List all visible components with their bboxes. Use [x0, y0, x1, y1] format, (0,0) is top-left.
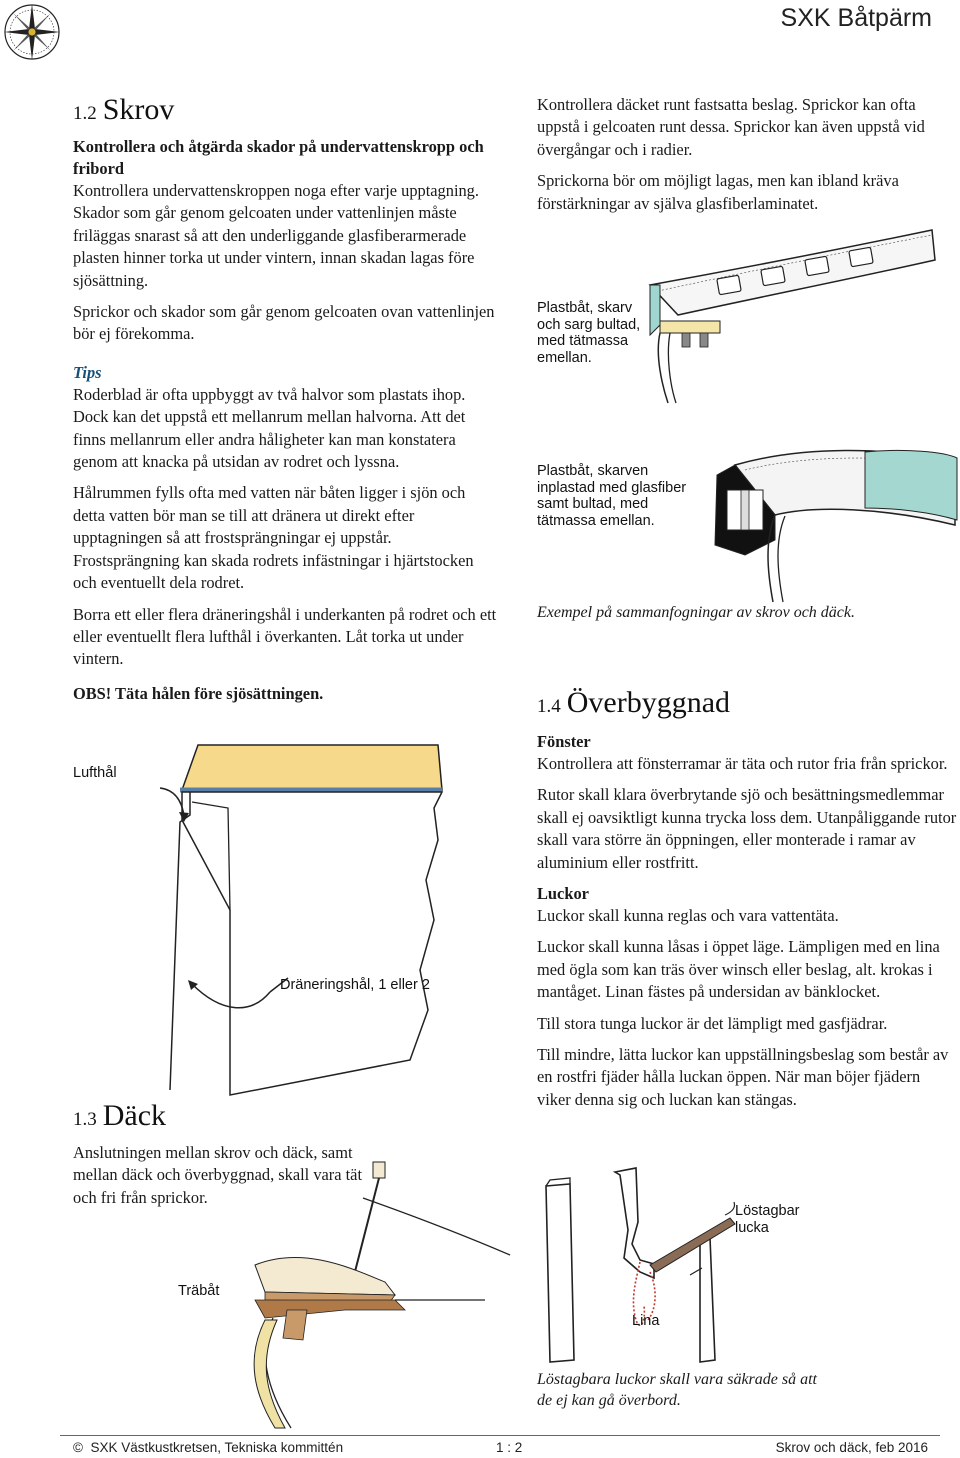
paragraph: Luckor skall kunna låsas i öppet läge. Lämpligen med en lina med ögla som kan träs över winsch eller beslag, alt. krokas i mantåget. Linan fästes på undersidan av bänklocket. [537, 937, 940, 1002]
wooden-boat-joint-illustration [245, 1160, 515, 1430]
copyright-symbol: © [73, 1440, 83, 1455]
section-heading-dack [73, 1098, 373, 1138]
footer-left [73, 1440, 343, 1455]
label-drain-hole: Dräneringshål, 1 eller 2 [280, 977, 430, 993]
header-title: SXK Båtpärm [780, 4, 932, 32]
left-column [73, 92, 498, 705]
label-wooden-boat: Träbåt [178, 1283, 220, 1299]
paragraph: Hålrummen fylls ofta med vatten när båten ligger i sjön och detta vatten bör man se till att dränera ut direkt efter upptagningen så att frostsprängningar ej uppstår. Frostsprängning kan skada rodrets infästningar i hjärtstocken och eventuellt dela rodret. [73, 483, 474, 593]
label-line: Lina [632, 1313, 660, 1329]
hull-deck-joint-bolted-illustration [640, 225, 940, 405]
overbyggnad-section [537, 685, 957, 1111]
paragraph: Till stora tunga luckor är det lämpligt med gasfjädrar. [537, 1013, 888, 1033]
section-number: 1.3 [73, 1109, 97, 1130]
label-air-hole: Lufthål [73, 765, 117, 781]
label-removable-hatch: Löstagbar lucka [735, 1203, 800, 1236]
paragraph: Luckor skall kunna reglas och vara vattentäta. [537, 906, 839, 926]
label-bolted-joint: Plastbåt, skarv och sarg bultad, med tätmassa emellan. [537, 300, 641, 366]
paragraph: Rutor skall klara överbrytande sjö och besättningsmedlemmar skall ej oavsiktligt kunna trycka loss dem. Utanpåliggande rutor skall vara större än öppningen, eller monterade i ramar av aluminium eller rostfritt. [537, 785, 957, 872]
footer-page-number: 1 : 2 [496, 1440, 523, 1455]
section-heading-overbyggnad [537, 685, 957, 725]
section-heading-skrov [73, 92, 498, 132]
footer-divider [60, 1435, 940, 1436]
paragraph: Roderblad är ofta uppbyggt av två halvor som plastats ihop. Dock kan det uppstå ett mellanrum mellan halvorna. Att det finns mellanrum eller andra håligheter kan man konstatera genom att knacka på utsidan av rodret och lyssna. [73, 384, 466, 472]
paragraph: Kontrollera undervattenskroppen noga efter varje upptagning. Skador som går genom gelcoaten under vattenlinjen måste friläggas snarast så att den underliggande glasfiberarmerade plasten hinner torka ut under vintern, innan skadan lagas före sjösättning. [73, 181, 479, 290]
joint-figure-caption: Exempel på sammanfogningar av skrov och däck. [537, 604, 855, 621]
label-laminated-joint: Plastbåt, skarven inplastad med glasfiber samt bultad, med tätmassa emellan. [537, 463, 687, 529]
obs-note: OBS! Täta hålen före sjösättningen. [73, 683, 324, 703]
section-title: Överbyggnad [566, 686, 731, 719]
paragraph: Kontrollera att fönsterramar är täta och rutor fria från sprickor. [537, 754, 948, 773]
compass-rose-logo [2, 2, 62, 62]
subheading-windows: Fönster [537, 732, 591, 751]
page-header [0, 0, 960, 40]
subheading-damage: Kontrollera och åtgärda skador på undervattenskropp och fribord [73, 137, 484, 178]
paragraph: Sprickor och skador som går genom gelcoaten ovan vattenlinjen bör ej förekomma. [73, 302, 495, 344]
hull-deck-joint-laminated-illustration [705, 430, 960, 605]
paragraph: Kontrollera däcket runt fastsatta beslag. Sprickor kan ofta uppstå i gelcoaten runt dessa. Sprickor kan även uppstå vid övergångar och i radier. [537, 95, 925, 159]
section-number: 1.4 [537, 696, 561, 717]
right-column-top [537, 94, 957, 215]
rudder-drainage-illustration [120, 740, 460, 1100]
section-title: Däck [102, 1099, 167, 1132]
footer-organization: SXK Västkustkretsen, Tekniska kommittén [90, 1440, 344, 1455]
hatch-figure-caption: Löstagbara luckor skall vara säkrade så att de ej kan gå överbord. [537, 1371, 817, 1409]
paragraph: Borra ett eller flera dräneringshål i underkanten på rodret och ett eller eventuellt flera lufthål i överkanten. Låt torka ut under vintern. [73, 604, 497, 669]
subheading-hatches: Luckor [537, 884, 589, 904]
removable-hatch-illustration [540, 1160, 920, 1370]
paragraph: Anslutningen mellan skrov och däck, samt mellan däck och överbyggnad, skall vara tät och fri från sprickor. [73, 1143, 363, 1207]
section-title: Skrov [102, 93, 175, 126]
paragraph: Sprickorna bör om möjligt lagas, men kan ibland kräva förstärkningar av själva glasfiberlaminatet. [537, 171, 899, 213]
section-number: 1.2 [73, 103, 97, 124]
footer-document-info: Skrov och däck, feb 2016 [775, 1440, 928, 1455]
paragraph: Till mindre, lätta luckor kan uppställningsbeslag som består av en rostfri fjäder hålla luckan öppen. När man böjer fjädern viker denna sig och luckan kan stängas. [537, 1045, 949, 1109]
tips-heading: Tips [73, 362, 102, 382]
